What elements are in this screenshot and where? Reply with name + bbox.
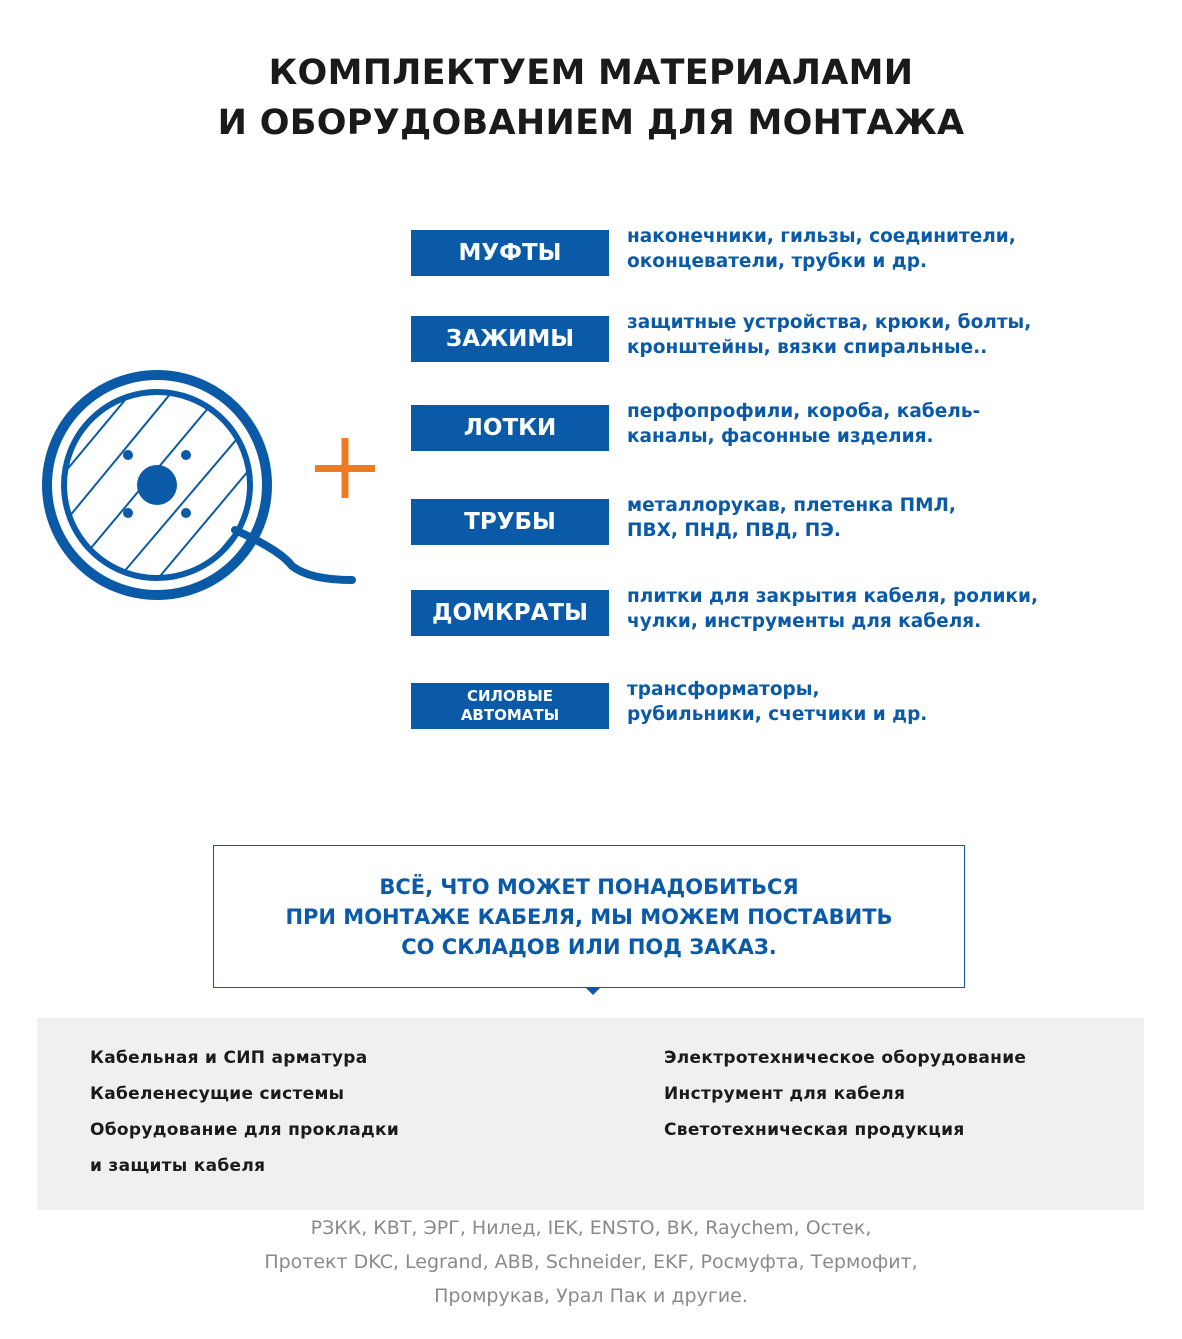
product-list-right [664, 1040, 1026, 1148]
category-desc: наконечники, гильзы, соединители, оконцеватели, трубки и др. [627, 226, 1016, 272]
category-row-zazhimy [411, 312, 1131, 364]
category-row-domkraty [411, 586, 1131, 638]
list-item: Кабельная и СИП арматура [90, 1048, 368, 1068]
list-item: Оборудование для прокладки [90, 1120, 400, 1140]
category-row-mufty [411, 226, 1131, 278]
category-row-truby [411, 495, 1131, 547]
category-badge-mufty: МУФТЫ [411, 230, 609, 276]
category-desc: плитки для закрытия кабеля, ролики, чулки, инструменты для кабеля. [627, 586, 1038, 632]
category-desc: защитные устройства, крюки, болты, кронштейны, вязки спиральные.. [627, 312, 1032, 358]
category-badge-truby: ТРУБЫ [411, 499, 609, 545]
list-item: Электротехническое оборудование [664, 1048, 1027, 1068]
product-lists-panel [37, 1018, 1144, 1210]
category-desc: перфопрофили, короба, кабель- каналы, фасонные изделия. [627, 401, 981, 447]
list-item: Инструмент для кабеля [664, 1084, 906, 1104]
list-item: Светотехническая продукция [664, 1120, 965, 1140]
category-desc: трансформаторы, рубильники, счетчики и др. [627, 679, 928, 725]
cable-reel-icon [30, 370, 390, 600]
category-badge-lotki: ЛОТКИ [411, 405, 609, 451]
page-title [0, 48, 1182, 148]
list-item: Кабеленесущие системы [90, 1084, 345, 1104]
category-badge-silovye-avtomaty: СИЛОВЫЕ АВТОМАТЫ [411, 683, 609, 729]
supply-note-text: ВСЁ, ЧТО МОЖЕТ ПОНАДОБИТЬСЯ ПРИ МОНТАЖЕ КАБЕЛЯ, МЫ МОЖЕМ ПОСТАВИТЬ СО СКЛАДОВ ИЛИ ПОД ЗАКАЗ. [285, 875, 893, 959]
brands-list: РЗКК, КВТ, ЭРГ, Нилед, IEK, ENSTO, ВК, Raychem, Остек, Протект DKC, Legrand, ABB, Schneider, EKF, Росмуфта, Термофит, Промрукав, Урал Пак и другие. [264, 1217, 918, 1307]
category-row-silovye-avtomaty [411, 679, 1131, 731]
note-pointer-icon [586, 988, 600, 995]
plus-icon [315, 438, 375, 498]
category-badge-domkraty: ДОМКРАТЫ [411, 590, 609, 636]
category-desc: металлорукав, плетенка ПМЛ, ПВХ, ПНД, ПВД, ПЭ. [627, 495, 956, 541]
product-list-left [90, 1040, 399, 1184]
category-row-lotki [411, 401, 1131, 453]
list-item: и защиты кабеля [90, 1156, 266, 1176]
supply-note-box [213, 845, 965, 988]
title-line-1: КОМПЛЕКТУЕМ МАТЕРИАЛАМИ [268, 53, 914, 93]
category-badge-zazhimy: ЗАЖИМЫ [411, 316, 609, 362]
title-line-2: И ОБОРУДОВАНИЕМ ДЛЯ МОНТАЖА [217, 103, 965, 143]
